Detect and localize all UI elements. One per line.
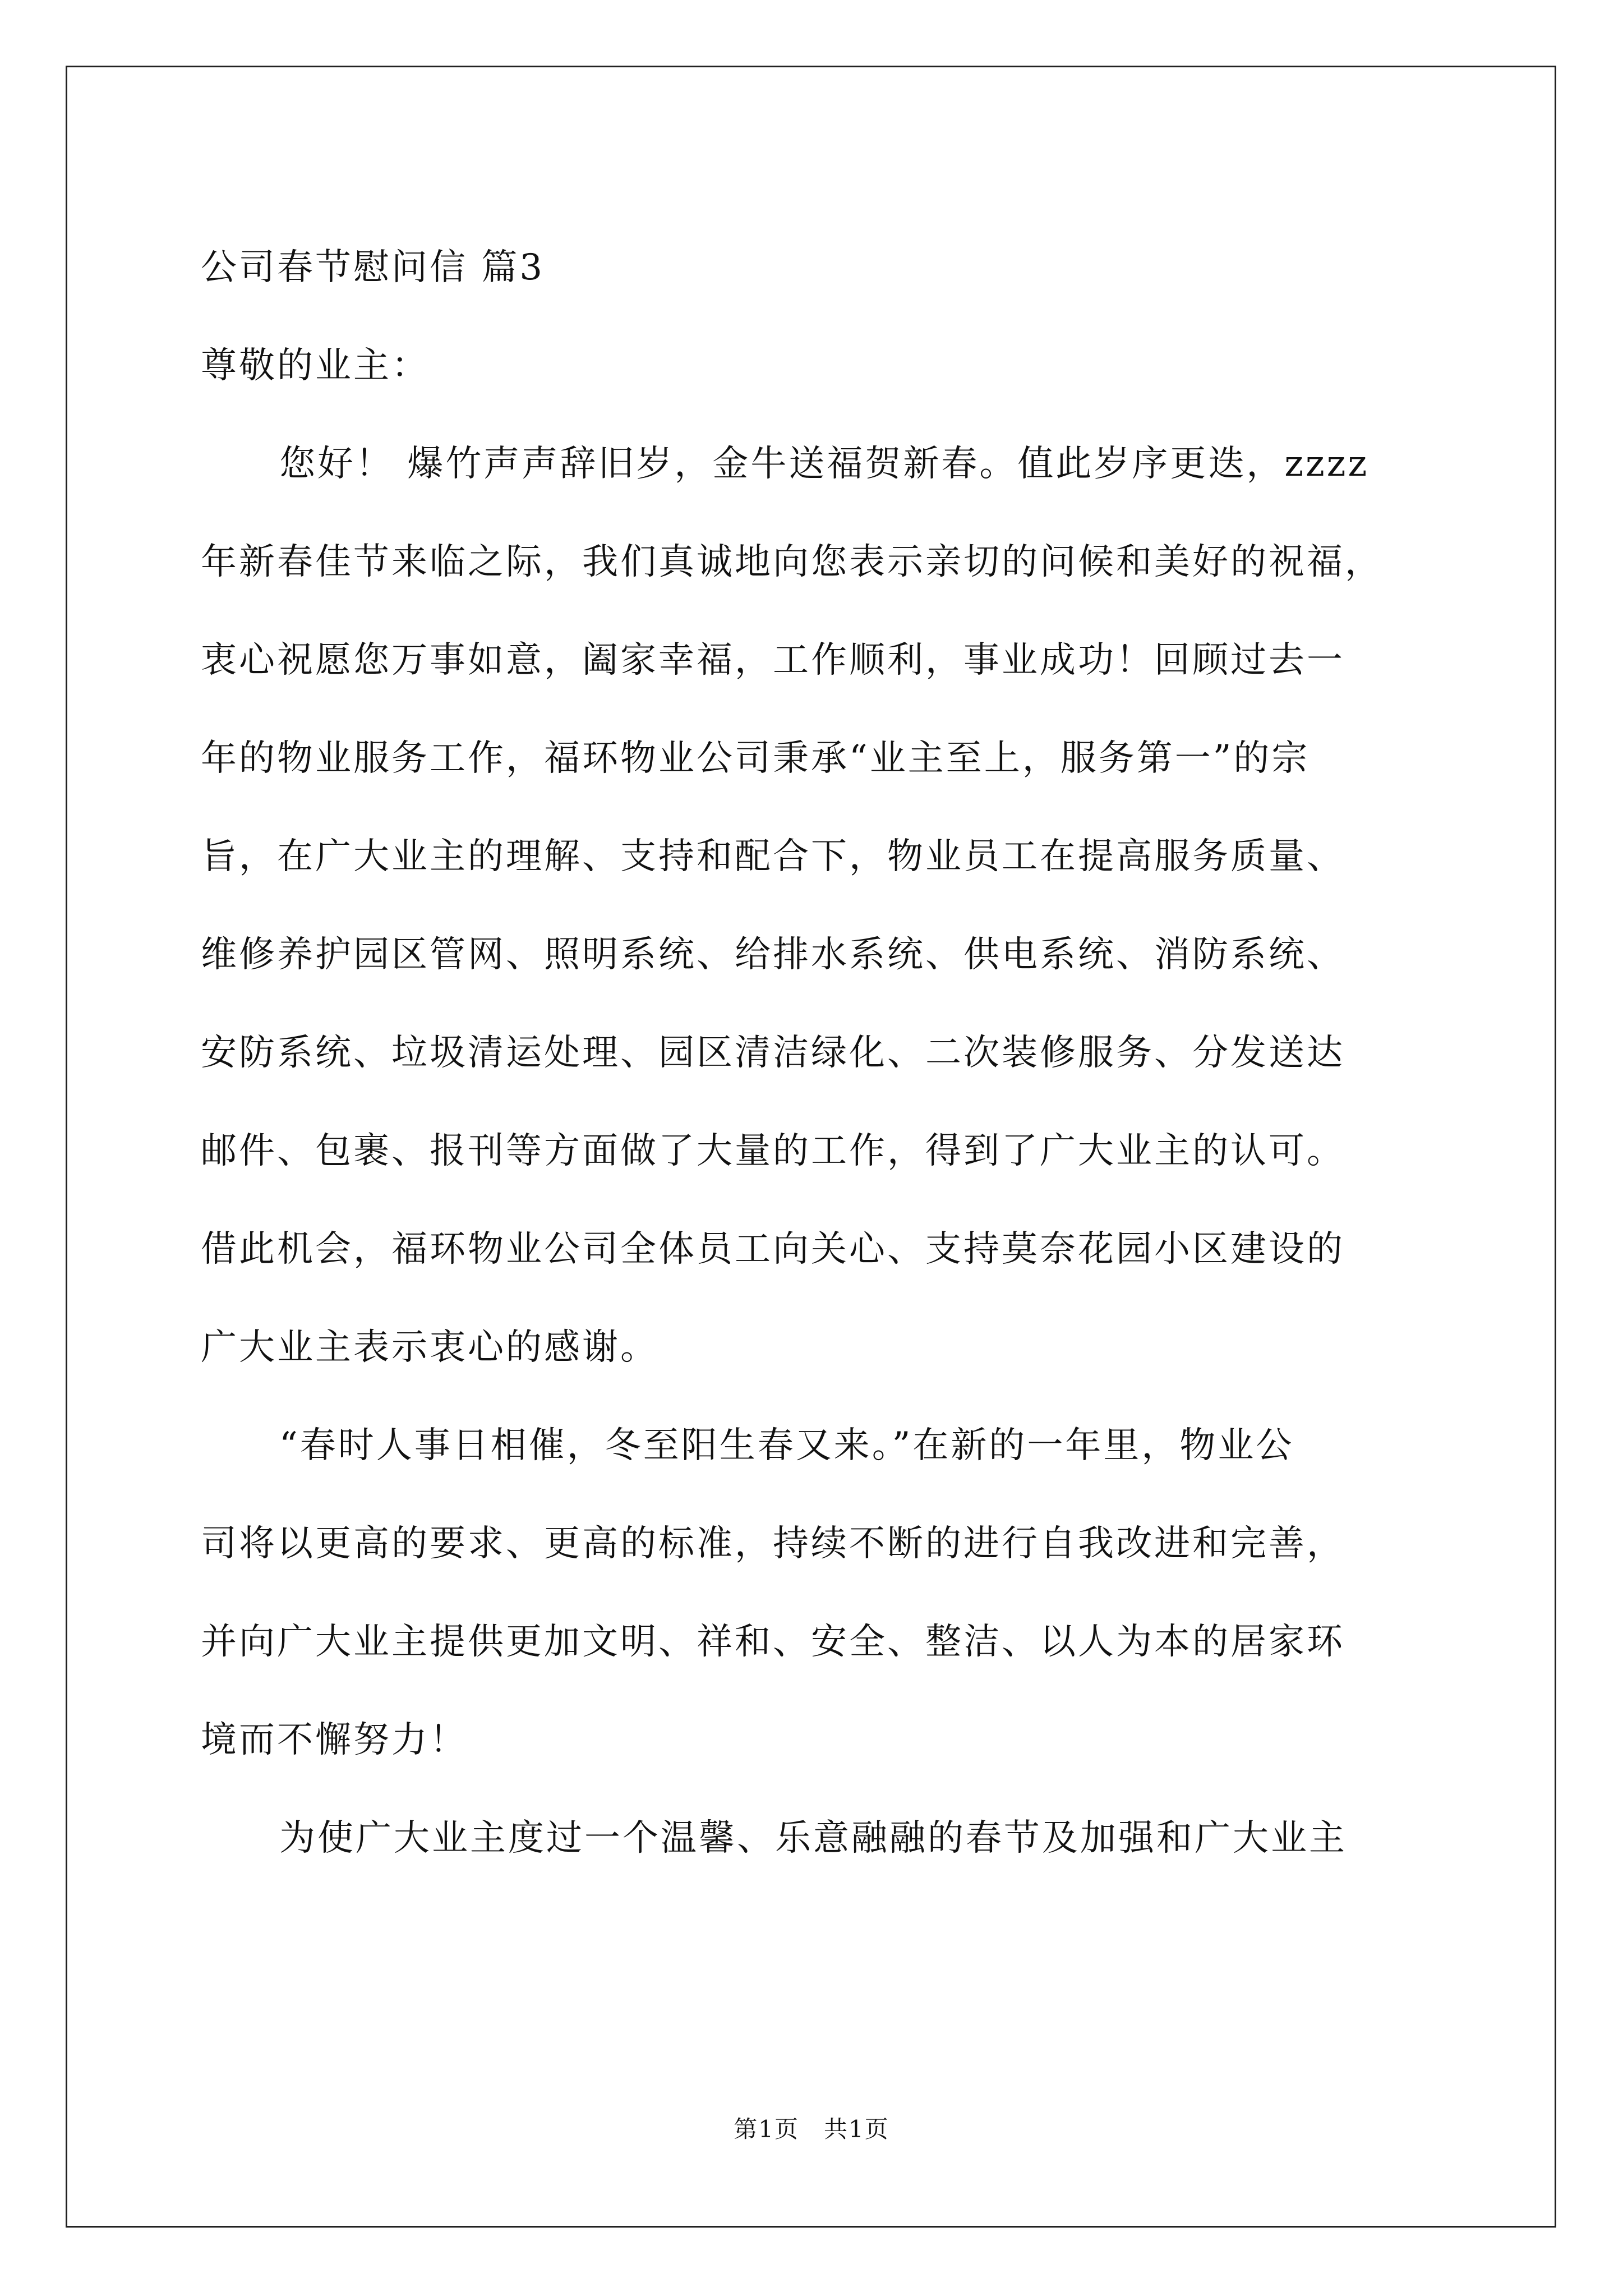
salutation: 尊敬的业主： (201, 345, 430, 386)
paragraph-line: 司将以更高的要求、更高的标准，持续不断的进行自我改进和完善， (201, 1523, 1345, 1565)
paragraph-line: 借此机会，福环物业公司全体员工向关心、支持莫奈花园小区建设的 (201, 1228, 1345, 1270)
paragraph-line: 维修养护园区管网、照明系统、给排水系统、供电系统、消防系统、 (201, 934, 1345, 976)
paragraph-3 (201, 1789, 1432, 1888)
paragraph-line: 并向广大业主提供更加文明、祥和、安全、整洁、以人为本的居家环 (201, 1621, 1345, 1663)
paragraph-2 (201, 1397, 1432, 1789)
paragraph-line: 您好！ 爆竹声声辞旧岁，金牛送福贺新春。值此岁序更迭，zzzz (279, 443, 1370, 485)
paragraph-line: “春时人事日相催，冬至阳生春又来。”在新的一年里，物业公 (279, 1425, 1294, 1466)
paragraph-line: 广大业主表示衷心的感谢。 (201, 1327, 658, 1368)
paragraph-line: 为使广大业主度过一个温馨、乐意融融的春节及加强和广大业主 (279, 1818, 1347, 1859)
paragraph-line: 邮件、包裹、报刊等方面做了大量的工作，得到了广大业主的认可。 (201, 1130, 1345, 1172)
paragraph-line: 境而不懈努力！ (201, 1719, 468, 1761)
document-body (201, 219, 1432, 1888)
document-title: 公司春节慰问信 篇3 (201, 247, 545, 288)
paragraph-line: 安防系统、垃圾清运处理、园区清洁绿化、二次装修服务、分发送达 (201, 1032, 1345, 1074)
paragraph-1 (201, 415, 1432, 1397)
paragraph-line: 旨，在广大业主的理解、支持和配合下，物业员工在提高服务质量、 (201, 836, 1345, 877)
page-footer: 第1页 共1页 (734, 2115, 889, 2143)
paragraph-line: 年新春佳节来临之际，我们真诚地向您表示亲切的问候和美好的祝福， (201, 541, 1383, 583)
paragraph-line: 年的物业服务工作，福环物业公司秉承“业主至上，服务第一”的宗 (201, 738, 1310, 779)
paragraph-line: 衷心祝愿您万事如意，阖家幸福，工作顺利，事业成功！回顾过去一 (201, 639, 1345, 681)
